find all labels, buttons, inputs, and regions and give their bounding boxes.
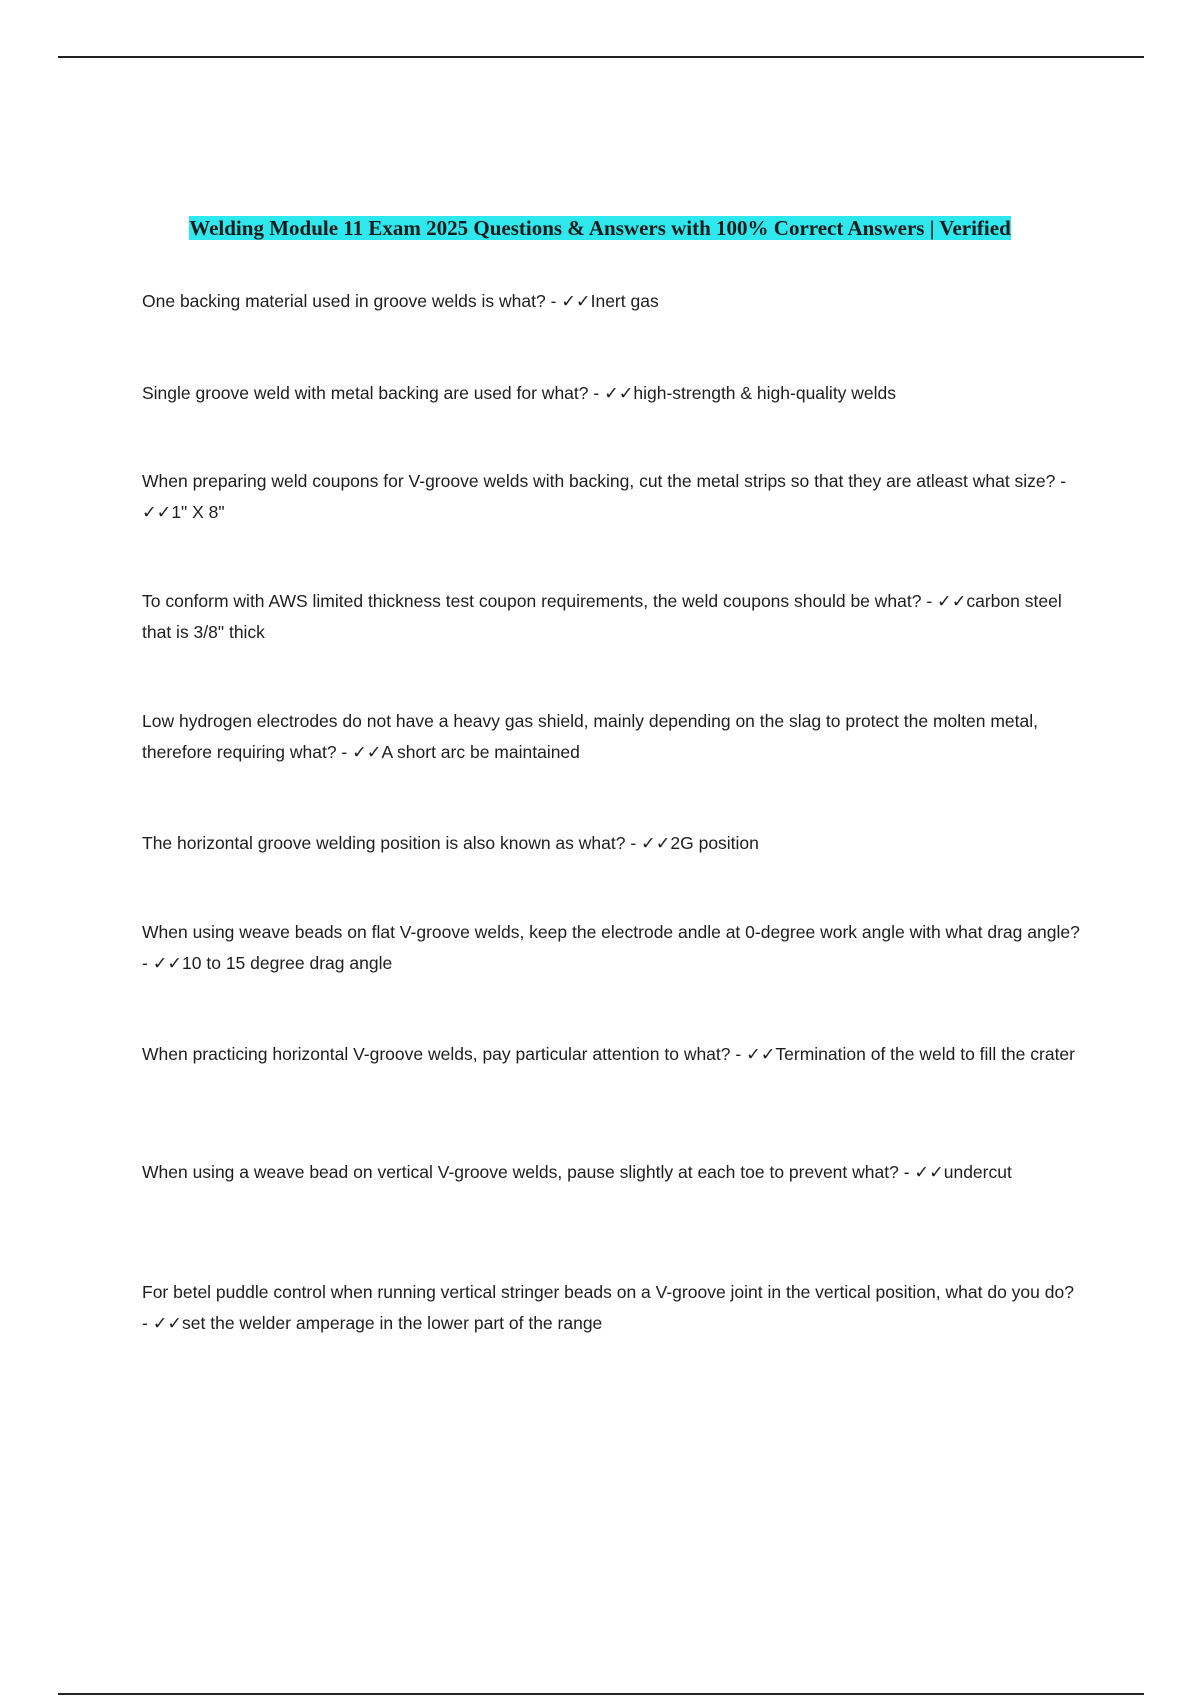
qa-item	[142, 1277, 1082, 1339]
separator: -	[142, 953, 153, 973]
qa-item	[142, 466, 1082, 528]
question-text: When using weave beads on flat V-groove welds, keep the electrode andle at 0-degree work angle with what drag angle?	[142, 922, 1080, 942]
check-icon: ✓✓	[152, 1313, 183, 1333]
qa-item	[142, 286, 1082, 317]
qa-item	[142, 378, 1082, 409]
answer-text: undercut	[943, 1162, 1012, 1182]
check-icon: ✓✓	[914, 1162, 944, 1182]
question-text: When using a weave bead on vertical V-groove welds, pause slightly at each toe to prevent what?	[142, 1162, 899, 1182]
answer-text: Inert gas	[590, 291, 659, 311]
check-icon: ✓✓	[937, 591, 967, 611]
separator: -	[1055, 471, 1067, 491]
page-bottom-rule	[58, 1693, 1144, 1695]
check-icon: ✓✓	[746, 1044, 776, 1064]
document-title-text: Welding Module 11 Exam 2025 Questions & Answers with 100% Correct Answers | Verified	[189, 216, 1011, 240]
check-icon: ✓✓	[641, 833, 671, 853]
answer-text: high-strength & high-quality welds	[633, 383, 897, 403]
qa-item	[142, 706, 1082, 768]
qa-item	[142, 586, 1082, 648]
question-text: For betel puddle control when running vertical stringer beads on a V-groove joint in the vertical position, what do you do?	[142, 1282, 1074, 1302]
check-icon: ✓✓	[561, 291, 591, 311]
check-icon: ✓✓	[604, 383, 634, 403]
answer-text: carbon steel that is 3/8" thick	[142, 591, 1062, 642]
answer-text: 2G position	[670, 833, 759, 853]
separator: -	[730, 1044, 747, 1064]
page-top-rule	[58, 56, 1144, 58]
separator: -	[921, 591, 938, 611]
answer-text: Termination of the weld to fill the crater	[775, 1044, 1075, 1064]
question-text: To conform with AWS limited thickness test coupon requirements, the weld coupons should be what?	[142, 591, 922, 611]
question-text: Single groove weld with metal backing are used for what?	[142, 383, 589, 403]
question-text: The horizontal groove welding position is also known as what?	[142, 833, 626, 853]
document-title	[150, 215, 1050, 242]
answer-text: set the welder amperage in the lower part of the range	[182, 1313, 603, 1333]
separator: -	[625, 833, 642, 853]
check-icon: ✓✓	[352, 742, 382, 762]
qa-item	[142, 917, 1082, 979]
separator: -	[898, 1162, 915, 1182]
question-text: When preparing weld coupons for V-groove welds with backing, cut the metal strips so that they are atleast what size?	[142, 471, 1056, 491]
separator: -	[545, 291, 562, 311]
separator: -	[336, 742, 353, 762]
answer-text: 1" X 8"	[171, 502, 225, 522]
check-icon: ✓✓	[142, 502, 172, 522]
qa-item	[142, 1157, 1082, 1188]
separator: -	[142, 1313, 153, 1333]
question-text: When practicing horizontal V-groove welds, pay particular attention to what?	[142, 1044, 731, 1064]
check-icon: ✓✓	[152, 953, 183, 973]
qa-item	[142, 1039, 1082, 1070]
question-text: One backing material used in groove welds is what?	[142, 291, 546, 311]
separator: -	[588, 383, 605, 403]
answer-text: A short arc be maintained	[381, 742, 580, 762]
qa-item	[142, 828, 1082, 859]
answer-text: 10 to 15 degree drag angle	[182, 953, 393, 973]
question-text: Low hydrogen electrodes do not have a heavy gas shield, mainly depending on the slag to protect the molten metal, therefore requiring what?	[142, 711, 1038, 762]
